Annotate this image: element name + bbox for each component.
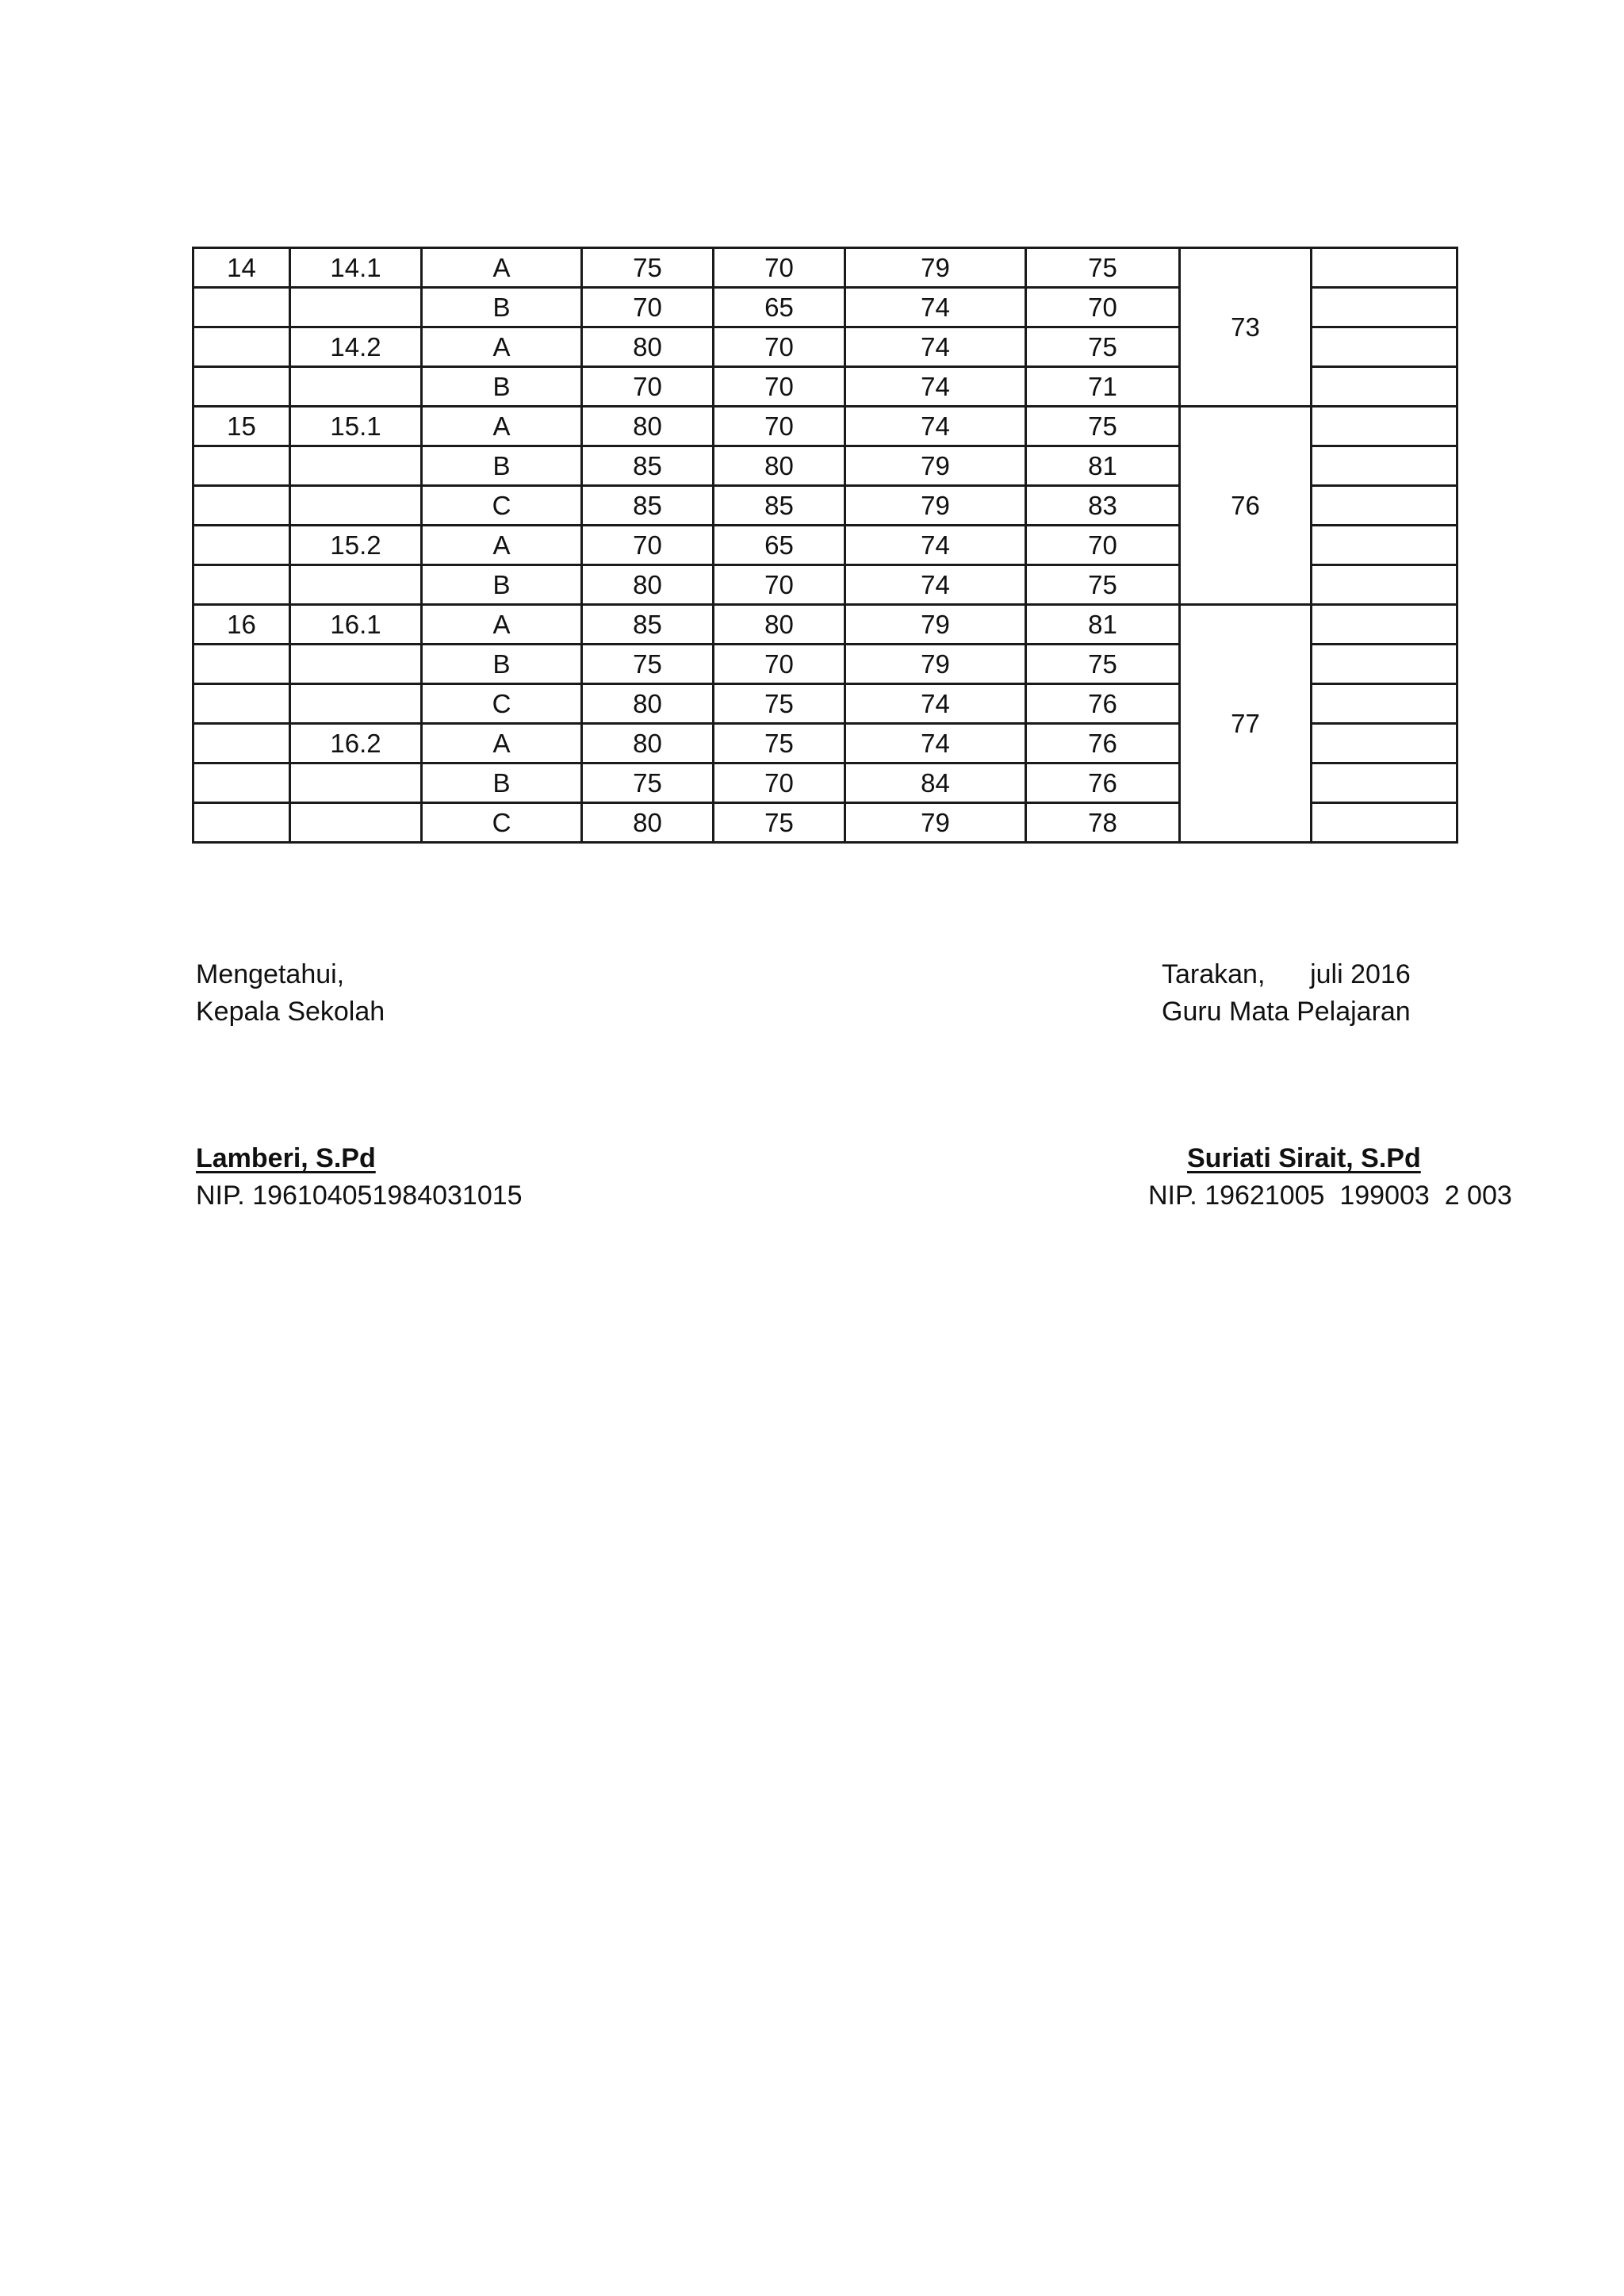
score-4-cell: 81 (1026, 605, 1180, 645)
sub-kd-cell (290, 367, 422, 407)
score-2-cell: 70 (714, 565, 845, 605)
score-1-cell: 70 (582, 367, 714, 407)
item-letter-cell: A (422, 605, 582, 645)
kd-number-cell (193, 763, 290, 803)
item-letter-cell: A (422, 526, 582, 565)
item-letter-cell: B (422, 367, 582, 407)
principal-nip: NIP. 196104051984031015 (196, 1181, 523, 1211)
grade-table (192, 247, 1458, 844)
item-letter-cell: B (422, 565, 582, 605)
score-4-cell: 76 (1026, 724, 1180, 763)
kd-number-cell (193, 684, 290, 724)
kd-number-cell (193, 486, 290, 526)
empty-note-cell (1312, 486, 1457, 526)
score-4-cell: 75 (1026, 645, 1180, 684)
score-4-cell: 76 (1026, 763, 1180, 803)
score-3-cell: 74 (845, 367, 1026, 407)
score-2-cell: 85 (714, 486, 845, 526)
score-3-cell: 79 (845, 446, 1026, 486)
empty-note-cell (1312, 526, 1457, 565)
principal-name: Lamberi, S.Pd (196, 1143, 376, 1173)
score-1-cell: 80 (582, 803, 714, 843)
sub-kd-cell (290, 446, 422, 486)
score-1-cell: 85 (582, 486, 714, 526)
sub-kd-cell (290, 486, 422, 526)
item-letter-cell: C (422, 684, 582, 724)
score-1-cell: 80 (582, 684, 714, 724)
kd-number-cell (193, 327, 290, 367)
table-row (193, 605, 1457, 645)
score-1-cell: 85 (582, 605, 714, 645)
score-2-cell: 70 (714, 367, 845, 407)
score-3-cell: 74 (845, 407, 1026, 446)
item-letter-cell: A (422, 248, 582, 288)
item-letter-cell: B (422, 763, 582, 803)
kd-number-cell (193, 446, 290, 486)
score-4-cell: 70 (1026, 288, 1180, 327)
empty-note-cell (1312, 803, 1457, 843)
score-1-cell: 80 (582, 327, 714, 367)
teacher-name: Suriati Sirait, S.Pd (1187, 1143, 1421, 1173)
score-1-cell: 70 (582, 288, 714, 327)
score-4-cell: 71 (1026, 367, 1180, 407)
item-letter-cell: C (422, 803, 582, 843)
kd-number-cell (193, 645, 290, 684)
sub-kd-cell (290, 645, 422, 684)
kd-number-cell: 16 (193, 605, 290, 645)
empty-note-cell (1312, 446, 1457, 486)
empty-note-cell (1312, 645, 1457, 684)
empty-note-cell (1312, 327, 1457, 367)
item-letter-cell: B (422, 288, 582, 327)
score-4-cell: 75 (1026, 248, 1180, 288)
sub-kd-cell: 16.2 (290, 724, 422, 763)
sub-kd-cell (290, 288, 422, 327)
sub-kd-cell: 16.1 (290, 605, 422, 645)
score-3-cell: 74 (845, 565, 1026, 605)
table-row (193, 407, 1457, 446)
score-2-cell: 70 (714, 763, 845, 803)
score-1-cell: 75 (582, 248, 714, 288)
score-3-cell: 79 (845, 605, 1026, 645)
teacher-nip: NIP. 19621005 199003 2 003 (1148, 1181, 1512, 1211)
score-3-cell: 84 (845, 763, 1026, 803)
score-1-cell: 85 (582, 446, 714, 486)
score-3-cell: 74 (845, 684, 1026, 724)
kd-number-cell: 14 (193, 248, 290, 288)
empty-note-cell (1312, 684, 1457, 724)
item-letter-cell: A (422, 327, 582, 367)
score-2-cell: 75 (714, 724, 845, 763)
score-3-cell: 79 (845, 248, 1026, 288)
score-2-cell: 70 (714, 327, 845, 367)
average-cell: 73 (1180, 248, 1312, 407)
kd-number-cell (193, 526, 290, 565)
principal-title: Kepala Sekolah (196, 997, 385, 1027)
average-cell: 77 (1180, 605, 1312, 843)
score-4-cell: 75 (1026, 565, 1180, 605)
empty-note-cell (1312, 407, 1457, 446)
score-1-cell: 75 (582, 645, 714, 684)
empty-note-cell (1312, 724, 1457, 763)
score-3-cell: 74 (845, 327, 1026, 367)
item-letter-cell: C (422, 486, 582, 526)
kd-number-cell (193, 367, 290, 407)
score-2-cell: 80 (714, 605, 845, 645)
empty-note-cell (1312, 367, 1457, 407)
sub-kd-cell: 15.2 (290, 526, 422, 565)
score-4-cell: 75 (1026, 327, 1180, 367)
score-3-cell: 79 (845, 803, 1026, 843)
score-1-cell: 75 (582, 763, 714, 803)
score-2-cell: 65 (714, 526, 845, 565)
kd-number-cell (193, 288, 290, 327)
average-cell: 76 (1180, 407, 1312, 605)
score-4-cell: 78 (1026, 803, 1180, 843)
empty-note-cell (1312, 605, 1457, 645)
score-1-cell: 80 (582, 565, 714, 605)
sub-kd-cell (290, 803, 422, 843)
sub-kd-cell (290, 565, 422, 605)
item-letter-cell: B (422, 645, 582, 684)
score-4-cell: 81 (1026, 446, 1180, 486)
score-3-cell: 74 (845, 724, 1026, 763)
score-3-cell: 74 (845, 526, 1026, 565)
sub-kd-cell: 14.1 (290, 248, 422, 288)
score-2-cell: 70 (714, 645, 845, 684)
score-2-cell: 65 (714, 288, 845, 327)
score-2-cell: 75 (714, 803, 845, 843)
score-3-cell: 79 (845, 645, 1026, 684)
teacher-title: Guru Mata Pelajaran (1162, 997, 1411, 1027)
kd-number-cell (193, 565, 290, 605)
kd-number-cell (193, 803, 290, 843)
empty-note-cell (1312, 565, 1457, 605)
empty-note-cell (1312, 288, 1457, 327)
score-1-cell: 80 (582, 407, 714, 446)
score-4-cell: 83 (1026, 486, 1180, 526)
sub-kd-cell (290, 763, 422, 803)
grade-table-body (193, 248, 1457, 843)
kd-number-cell (193, 724, 290, 763)
sub-kd-cell (290, 684, 422, 724)
kd-number-cell: 15 (193, 407, 290, 446)
empty-note-cell (1312, 763, 1457, 803)
place-date: Tarakan, juli 2016 (1162, 959, 1411, 989)
score-4-cell: 70 (1026, 526, 1180, 565)
score-2-cell: 80 (714, 446, 845, 486)
score-3-cell: 79 (845, 486, 1026, 526)
item-letter-cell: A (422, 724, 582, 763)
score-4-cell: 75 (1026, 407, 1180, 446)
empty-note-cell (1312, 248, 1457, 288)
score-1-cell: 80 (582, 724, 714, 763)
score-2-cell: 70 (714, 248, 845, 288)
score-1-cell: 70 (582, 526, 714, 565)
table-row (193, 248, 1457, 288)
item-letter-cell: A (422, 407, 582, 446)
sub-kd-cell: 14.2 (290, 327, 422, 367)
score-3-cell: 74 (845, 288, 1026, 327)
score-2-cell: 75 (714, 684, 845, 724)
score-4-cell: 76 (1026, 684, 1180, 724)
item-letter-cell: B (422, 446, 582, 486)
sub-kd-cell: 15.1 (290, 407, 422, 446)
score-2-cell: 70 (714, 407, 845, 446)
acknowledge-label: Mengetahui, (196, 959, 345, 989)
